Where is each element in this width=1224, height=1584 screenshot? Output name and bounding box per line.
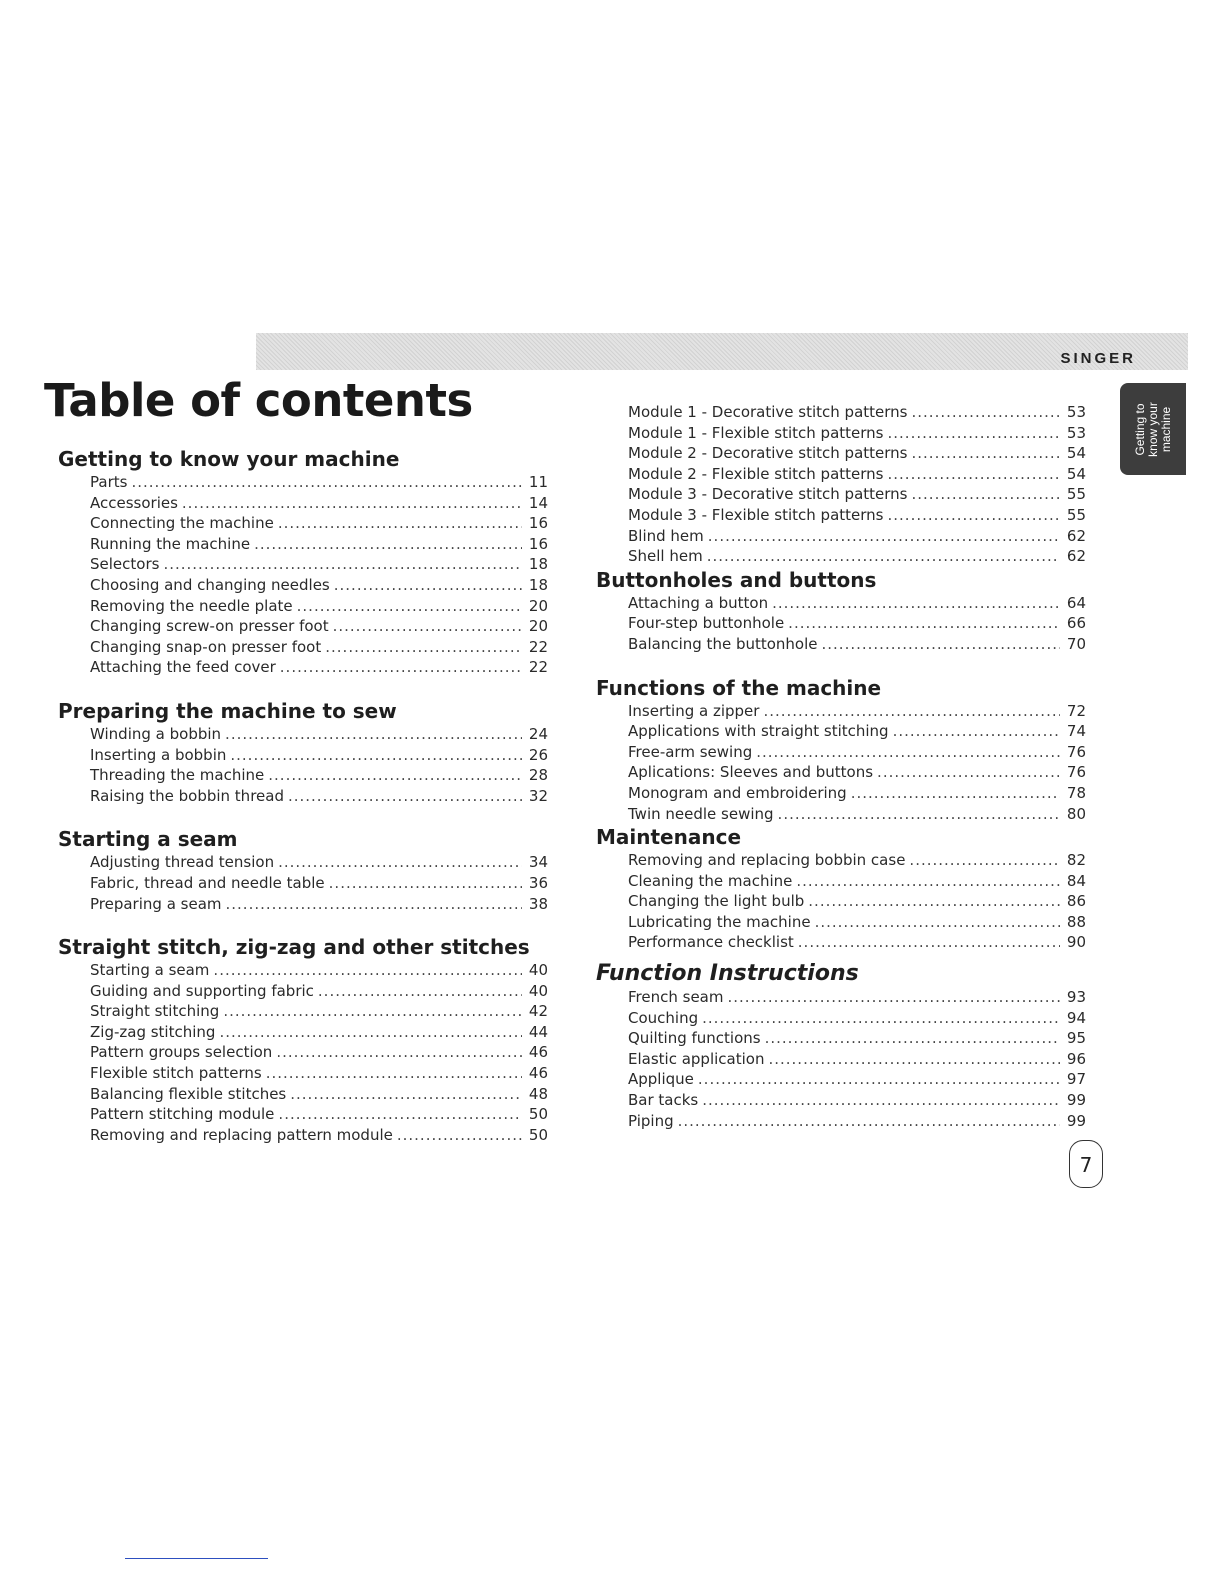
dot-leader	[763, 701, 1060, 722]
entry-page: 54	[1066, 464, 1086, 483]
entry-label: Winding a bobbin	[90, 724, 222, 743]
entry-page: 50	[528, 1125, 548, 1144]
toc-entry[interactable]	[90, 1001, 548, 1022]
entry-page: 97	[1066, 1070, 1086, 1089]
dot-leader	[213, 960, 522, 981]
entry-label: Pattern groups selection	[90, 1043, 273, 1062]
entry-label: Running the machine	[90, 534, 251, 553]
entry-label: Changing snap-on presser foot	[90, 637, 322, 656]
entry-label: Changing the light bulb	[628, 892, 805, 911]
entry-page: 46	[528, 1064, 548, 1083]
toc-entry[interactable]	[90, 981, 548, 1002]
dot-leader	[778, 804, 1060, 825]
entry-label: Applications with straight stitching	[628, 722, 889, 741]
dot-leader	[225, 724, 522, 745]
entry-label: Piping	[628, 1111, 674, 1130]
dot-leader	[397, 1125, 522, 1146]
toc-section	[596, 567, 1086, 655]
dot-leader	[288, 786, 522, 807]
entry-page: 78	[1066, 783, 1086, 802]
entry-page: 84	[1066, 871, 1086, 890]
toc-entry[interactable]	[628, 1049, 1086, 1070]
toc-entry[interactable]	[628, 402, 1086, 423]
dot-leader	[888, 423, 1061, 444]
entry-label: Parts	[90, 473, 128, 491]
toc-entry[interactable]	[90, 745, 548, 766]
entry-page: 40	[528, 981, 548, 1000]
dot-leader	[702, 1008, 1060, 1029]
toc-entry[interactable]	[628, 423, 1086, 444]
toc-entry[interactable]	[628, 593, 1086, 614]
toc-entry[interactable]	[628, 634, 1086, 655]
header-band	[256, 333, 1188, 370]
toc-section	[58, 698, 548, 806]
entry-page: 24	[528, 724, 548, 743]
entry-label: Balancing flexible stitches	[90, 1084, 287, 1103]
dot-leader	[768, 1049, 1060, 1070]
toc-section	[58, 446, 548, 678]
entry-label: Cleaning the machine	[628, 871, 793, 890]
toc-entry[interactable]	[90, 1125, 548, 1146]
entry-label: Adjusting thread tension	[90, 853, 275, 872]
toc-entry[interactable]	[90, 513, 548, 534]
dot-leader	[765, 1028, 1060, 1049]
toc-right-column	[596, 402, 1086, 1131]
entry-label: Inserting a zipper	[628, 701, 760, 720]
dot-leader	[226, 894, 523, 915]
entry-page: 42	[528, 1002, 548, 1021]
toc-entry[interactable]	[90, 873, 548, 894]
entry-page: 86	[1066, 892, 1086, 911]
dot-leader	[893, 721, 1060, 742]
dot-leader	[888, 464, 1061, 485]
dot-leader	[815, 912, 1060, 933]
entry-label: Attaching a button	[628, 593, 769, 612]
toc-section	[596, 824, 1086, 953]
section-title: Maintenance	[596, 825, 742, 850]
entry-page: 76	[1066, 763, 1086, 782]
dot-leader	[912, 484, 1061, 505]
toc-left-column	[58, 446, 548, 1145]
entry-label: Accessories	[90, 493, 178, 512]
dot-leader	[278, 513, 522, 534]
toc-entry[interactable]	[628, 546, 1086, 567]
toc-entry[interactable]	[628, 871, 1086, 892]
entry-label: Attaching the feed cover	[90, 658, 276, 677]
entry-page: 53	[1066, 403, 1086, 421]
entry-page: 26	[528, 745, 548, 764]
toc-entry[interactable]	[628, 1111, 1086, 1132]
entry-label: Aplications: Sleeves and buttons	[628, 763, 874, 782]
entry-page: 46	[528, 1043, 548, 1062]
dot-leader	[796, 871, 1060, 892]
toc-entry[interactable]	[90, 786, 548, 807]
toc-section	[596, 675, 1086, 825]
chapter-tab[interactable]	[1120, 383, 1186, 475]
dot-leader	[278, 1104, 522, 1125]
entry-page: 48	[528, 1084, 548, 1103]
dot-leader	[702, 1090, 1060, 1111]
entry-label: Shell hem	[628, 547, 703, 566]
toc-entry[interactable]	[628, 721, 1086, 742]
toc-entry[interactable]	[628, 613, 1086, 634]
entry-page: 82	[1066, 851, 1086, 870]
entry-label: Removing and replacing bobbin case	[628, 851, 906, 870]
footer-rule	[125, 1558, 268, 1559]
entry-page: 16	[528, 514, 548, 533]
toc-entry[interactable]	[628, 932, 1086, 953]
dot-leader	[808, 891, 1060, 912]
toc-entry[interactable]	[90, 852, 548, 873]
toc-entry[interactable]	[90, 575, 548, 596]
dot-leader	[888, 505, 1061, 526]
entry-page: 18	[528, 555, 548, 574]
toc-entry[interactable]	[628, 987, 1086, 1008]
toc-entry[interactable]	[90, 1084, 548, 1105]
toc-entry[interactable]	[90, 1063, 548, 1084]
entry-label: Four-step buttonhole	[628, 614, 785, 633]
entry-label: Bar tacks	[628, 1091, 699, 1110]
entry-page: 14	[528, 493, 548, 512]
dot-leader	[727, 987, 1060, 1008]
entry-label: Removing and replacing pattern module	[90, 1125, 393, 1144]
dot-leader	[877, 762, 1060, 783]
entry-label: Pattern stitching module	[90, 1105, 275, 1124]
toc-entry[interactable]	[90, 596, 548, 617]
toc-entry[interactable]	[90, 894, 548, 915]
entry-page: 54	[1066, 444, 1086, 463]
toc-entry[interactable]	[90, 493, 548, 514]
toc-entry[interactable]	[90, 534, 548, 555]
toc-entry[interactable]	[90, 1022, 548, 1043]
entry-page: 38	[528, 894, 548, 913]
page-title: Table of contents	[44, 374, 473, 427]
entry-page: 90	[1066, 933, 1086, 952]
dot-leader	[290, 1084, 522, 1105]
dot-leader	[851, 783, 1060, 804]
toc-entry[interactable]	[628, 742, 1086, 763]
brand-logo: SINGER	[1060, 350, 1136, 367]
dot-leader	[678, 1111, 1060, 1132]
toc-entry[interactable]	[90, 637, 548, 658]
entry-label: Module 3 - Decorative stitch patterns	[628, 485, 908, 504]
dot-leader	[772, 593, 1060, 614]
dot-leader	[230, 745, 522, 766]
entry-page: 34	[528, 853, 548, 872]
entry-page: 99	[1066, 1091, 1086, 1110]
entry-page: 93	[1066, 988, 1086, 1007]
entry-page: 11	[528, 473, 548, 491]
entry-label: Twin needle sewing	[628, 804, 774, 823]
dot-leader	[182, 493, 522, 514]
entry-page: 72	[1066, 701, 1086, 720]
entry-page: 44	[528, 1022, 548, 1041]
entry-label: Elastic application	[628, 1049, 765, 1068]
dot-leader	[708, 526, 1060, 547]
dot-leader	[707, 546, 1060, 567]
toc-entry[interactable]	[90, 616, 548, 637]
entry-page: 80	[1066, 804, 1086, 823]
entry-page: 94	[1066, 1008, 1086, 1027]
dot-leader	[266, 1063, 522, 1084]
entry-label: Free-arm sewing	[628, 742, 753, 761]
entry-label: Blind hem	[628, 526, 704, 545]
toc-entry[interactable]	[628, 443, 1086, 464]
toc-entry[interactable]	[628, 1090, 1086, 1111]
toc-entry[interactable]	[628, 484, 1086, 505]
entry-label: Choosing and changing needles	[90, 575, 330, 594]
toc-entry[interactable]	[90, 765, 548, 786]
toc-entry[interactable]	[628, 1028, 1086, 1049]
dot-leader	[788, 613, 1060, 634]
dot-leader	[756, 742, 1060, 763]
toc-entry[interactable]	[628, 464, 1086, 485]
dot-leader	[223, 1001, 522, 1022]
entry-label: Raising the bobbin thread	[90, 786, 284, 805]
entry-label: Couching	[628, 1008, 699, 1027]
section-title: Getting to know your machine	[58, 447, 400, 471]
toc-entry[interactable]	[90, 1042, 548, 1063]
chapter-tab-label: Getting to know your machine	[1132, 401, 1173, 457]
section-title: Straight stitch, zig-zag and other stitches	[58, 935, 530, 960]
toc-entry[interactable]	[90, 554, 548, 575]
entry-page: 95	[1066, 1029, 1086, 1048]
toc-entry[interactable]	[628, 762, 1086, 783]
entry-page: 40	[528, 961, 548, 980]
entry-label: French seam	[628, 988, 724, 1007]
entry-page: 62	[1066, 526, 1086, 545]
entry-page: 22	[528, 637, 548, 656]
entry-label: Lubricating the machine	[628, 912, 811, 931]
entry-label: Guiding and supporting fabric	[90, 981, 314, 1000]
entry-label: Quilting functions	[628, 1029, 761, 1048]
toc-entry[interactable]	[628, 912, 1086, 933]
dot-leader	[325, 637, 522, 658]
entry-label: Module 1 - Decorative stitch patterns	[628, 403, 908, 421]
section-title: Buttonholes and buttons	[596, 567, 877, 592]
entry-label: Straight stitching	[90, 1002, 220, 1021]
entry-label: Flexible stitch patterns	[90, 1064, 262, 1083]
toc-entry[interactable]	[628, 1069, 1086, 1090]
page-number: 7	[1069, 1140, 1103, 1188]
section-title: Preparing the machine to sew	[58, 698, 397, 723]
entry-label: Zig-zag stitching	[90, 1022, 216, 1041]
dot-leader	[798, 932, 1060, 953]
toc-entry[interactable]	[90, 960, 548, 981]
dot-leader	[280, 657, 522, 678]
entry-label: Starting a seam	[90, 961, 210, 980]
toc-entry[interactable]	[628, 701, 1086, 722]
entry-label: Balancing the buttonhole	[628, 634, 818, 653]
dot-leader	[909, 850, 1060, 871]
dot-leader	[822, 634, 1061, 655]
entry-label: Applique	[628, 1070, 694, 1089]
entry-page: 76	[1066, 742, 1086, 761]
dot-leader	[912, 402, 1061, 423]
entry-label: Module 1 - Flexible stitch patterns	[628, 423, 884, 442]
section-title: Functions of the machine	[596, 675, 882, 700]
entry-label: Removing the needle plate	[90, 596, 293, 615]
entry-label: Performance checklist	[628, 933, 794, 952]
entry-page: 64	[1066, 593, 1086, 612]
entry-page: 32	[528, 786, 548, 805]
entry-page: 96	[1066, 1049, 1086, 1068]
dot-leader	[333, 616, 522, 637]
entry-page: 55	[1066, 505, 1086, 524]
entry-label: Fabric, thread and needle table	[90, 873, 325, 892]
dot-leader	[318, 981, 522, 1002]
entry-label: Selectors	[90, 555, 160, 574]
toc-entry[interactable]	[628, 783, 1086, 804]
toc-section	[58, 826, 548, 914]
toc-entry[interactable]	[628, 891, 1086, 912]
entry-label: Threading the machine	[90, 766, 265, 785]
toc-entry[interactable]	[628, 1008, 1086, 1029]
entry-page: 62	[1066, 547, 1086, 566]
toc-entry[interactable]	[628, 804, 1086, 825]
entry-page: 55	[1066, 485, 1086, 504]
entry-page: 22	[528, 658, 548, 677]
dot-leader	[276, 1042, 522, 1063]
entry-page: 70	[1066, 634, 1086, 653]
entry-page: 50	[528, 1105, 548, 1124]
entry-page: 20	[528, 596, 548, 615]
dot-leader	[329, 873, 522, 894]
entry-page: 53	[1066, 423, 1086, 442]
dot-leader	[912, 443, 1061, 464]
toc-entry[interactable]	[628, 850, 1086, 871]
dot-leader	[254, 534, 522, 555]
dot-leader	[131, 472, 522, 493]
entry-label: Monogram and embroidering	[628, 783, 847, 802]
entry-label: Module 3 - Flexible stitch patterns	[628, 505, 884, 524]
toc-entry[interactable]	[90, 472, 548, 493]
toc-entry[interactable]	[628, 526, 1086, 547]
toc-entry[interactable]	[90, 724, 548, 745]
entry-page: 16	[528, 534, 548, 553]
entry-page: 36	[528, 873, 548, 892]
entry-page: 18	[528, 575, 548, 594]
entry-page: 99	[1066, 1111, 1086, 1130]
entry-page: 28	[528, 766, 548, 785]
toc-entry[interactable]	[628, 505, 1086, 526]
section-title: Starting a seam	[58, 827, 238, 852]
entry-label: Module 2 - Decorative stitch patterns	[628, 444, 908, 463]
entry-page: 66	[1066, 614, 1086, 633]
dot-leader	[163, 554, 522, 575]
entry-page: 74	[1066, 722, 1086, 741]
entry-label: Preparing a seam	[90, 894, 222, 913]
dot-leader	[698, 1069, 1060, 1090]
toc-section	[596, 402, 1086, 567]
dot-leader	[268, 765, 522, 786]
toc-entry[interactable]	[90, 1104, 548, 1125]
toc-entry[interactable]	[90, 657, 548, 678]
dot-leader	[297, 596, 522, 617]
entry-label: Inserting a bobbin	[90, 745, 227, 764]
dot-leader	[219, 1022, 522, 1043]
entry-label: Module 2 - Flexible stitch patterns	[628, 464, 884, 483]
dot-leader	[334, 575, 522, 596]
toc-section	[596, 961, 1086, 1131]
dot-leader	[278, 852, 522, 873]
section-title: Function Instructions	[596, 961, 859, 987]
entry-page: 20	[528, 617, 548, 636]
entry-page: 88	[1066, 912, 1086, 931]
entry-label: Changing screw-on presser foot	[90, 617, 329, 636]
toc-section	[58, 934, 548, 1145]
entry-label: Connecting the machine	[90, 514, 274, 533]
